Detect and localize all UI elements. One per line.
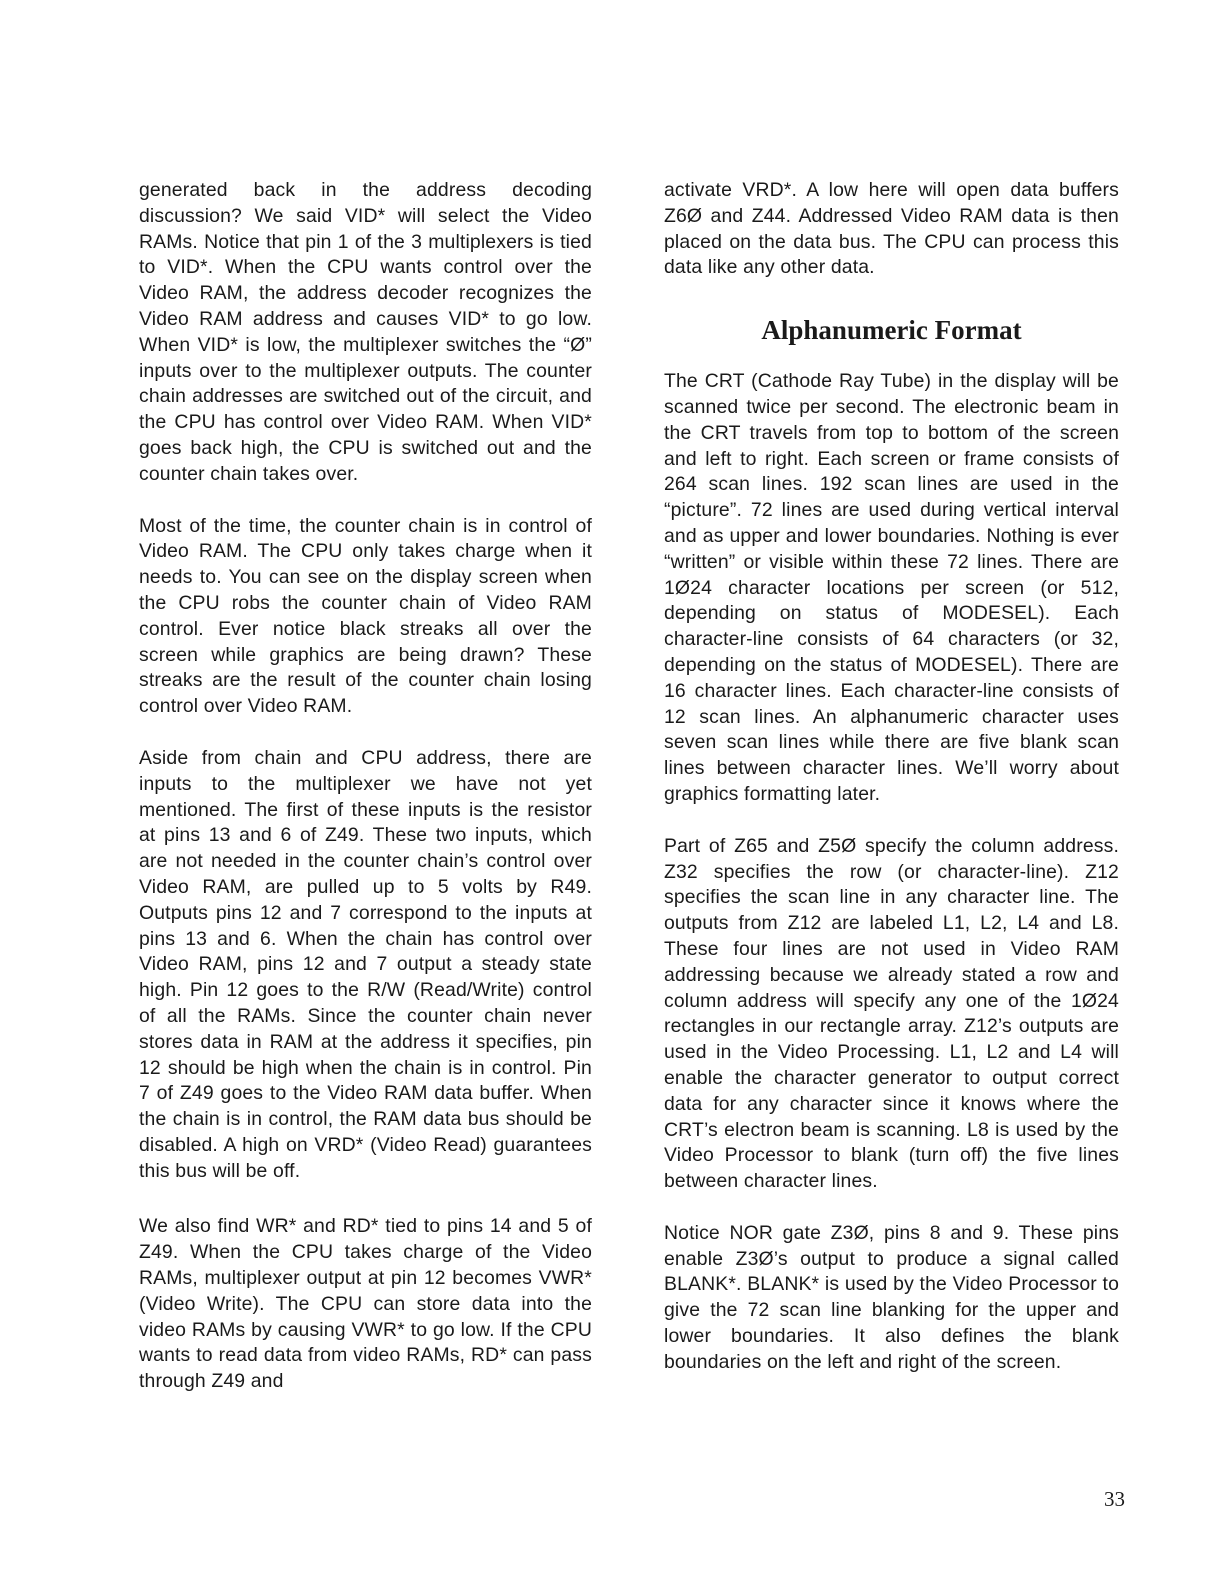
right-column [664,178,1119,1376]
right-paragraph-3: Notice NOR gate Z3Ø, pins 8 and 9. These pins enable Z3Ø’s output to produce a signal called BLANK*. BLANK* is used by the Video Processor to give the 72 scan line blanking for the upper and lower boundaries. It also defines the blank boundaries on the left and right of the screen. [664,1221,1119,1373]
page-number: 33 [1104,1487,1125,1511]
left-paragraph-1: generated back in the address decoding discussion? We said VID* will select the Video RAMs. Notice that pin 1 of the 3 multiplexers is tied to VID*. When the CPU wants control over the Video RAM, the address decoder recognizes the Video RAM address and causes VID* to go low. When VID* is low, the multiplexer switches the “Ø” inputs over to the multiplexer outputs. The counter chain addresses are switched out of the circuit, and the CPU has control over Video RAM. When VID* goes back high, the CPU is switched out and the counter chain takes over. [139,179,592,485]
left-column [139,178,592,1395]
right-paragraph-intro: activate VRD*. A low here will open data buffers Z6Ø and Z44. Addressed Video RAM data is then placed on the data bus. The CPU can process this data like any other data. [664,179,1119,279]
right-paragraph-1: The CRT (Cathode Ray Tube) in the display will be scanned twice per second. The electronic beam in the CRT travels from top to bottom of the screen and left to right. Each screen or frame consists of 264 scan lines. 192 scan lines are used in the “picture”. 72 lines are used during vertical interval and as upper and lower boundaries. Nothing is ever “written” or visible within these 72 lines. There are 1Ø24 character locations per screen (or 512, depending on status of MODESEL). Each character-line consists of 64 characters (or 32, depending on the status of MODESEL). There are 16 character lines. Each character-line consists of 12 scan lines. An alphanumeric character uses seven scan lines while there are five blank scan lines between character lines. We’ll worry about graphics formatting later. [664,370,1119,805]
section-heading: Alphanumeric Format [761,315,1022,346]
right-paragraph-2: Part of Z65 and Z5Ø specify the column address. Z32 specifies the row (or character-line). Z12 specifies the scan line in any character line. The outputs from Z12 are labeled L1, L2, L4 and L8. These four lines are not used in Video RAM addressing because we already stated a row and column address will specify any one of the 1Ø24 rectangles in our rectangle array. Z12’s outputs are used in the Video Processing. L1, L2 and L4 will enable the character generator to output correct data for any character since it knows where the CRT’s electron beam is scanning. L8 is used by the Video Processor to blank (turn off) the five lines between character lines. [664,834,1119,1193]
left-paragraph-3: Aside from chain and CPU address, there are inputs to the multiplexer we have not yet mentioned. The first of these inputs is the resistor at pins 13 and 6 of Z49. These two inputs, which are not needed in the counter chain’s control over Video RAM, are pulled up to 5 volts by R49. Outputs pins 12 and 7 correspond to the inputs at pins 13 and 6. When the chain has control over Video RAM, pins 12 and 7 output a steady state high. Pin 12 goes to the R/W (Read/Write) control of all the RAMs. Since the counter chain never stores data in RAM at the address it specifies, pin 12 should be high when the chain is in control. Pin 7 of Z49 goes to the Video RAM data buffer. When the chain is in control, the RAM data bus should be disabled. A high on VRD* (Video Read) guarantees this bus will be off. [139,746,592,1182]
left-paragraph-2: Most of the time, the counter chain is in control of Video RAM. The CPU only takes charge when it needs to. You can see on the display screen when the CPU robs the counter chain of Video RAM control. Ever notice black streaks all over the screen while graphics are being drawn? These streaks are the result of the counter chain losing control over Video RAM. [139,514,592,718]
left-paragraph-4: We also find WR* and RD* tied to pins 14 and 5 of Z49. When the CPU takes charge of the Video RAMs, multiplexer output at pin 12 becomes VWR* (Video Write). The CPU can store data into the video RAMs by causing VWR* to go low. If the CPU wants to read data from video RAMs, RD* can pass through Z49 and [139,1215,592,1393]
